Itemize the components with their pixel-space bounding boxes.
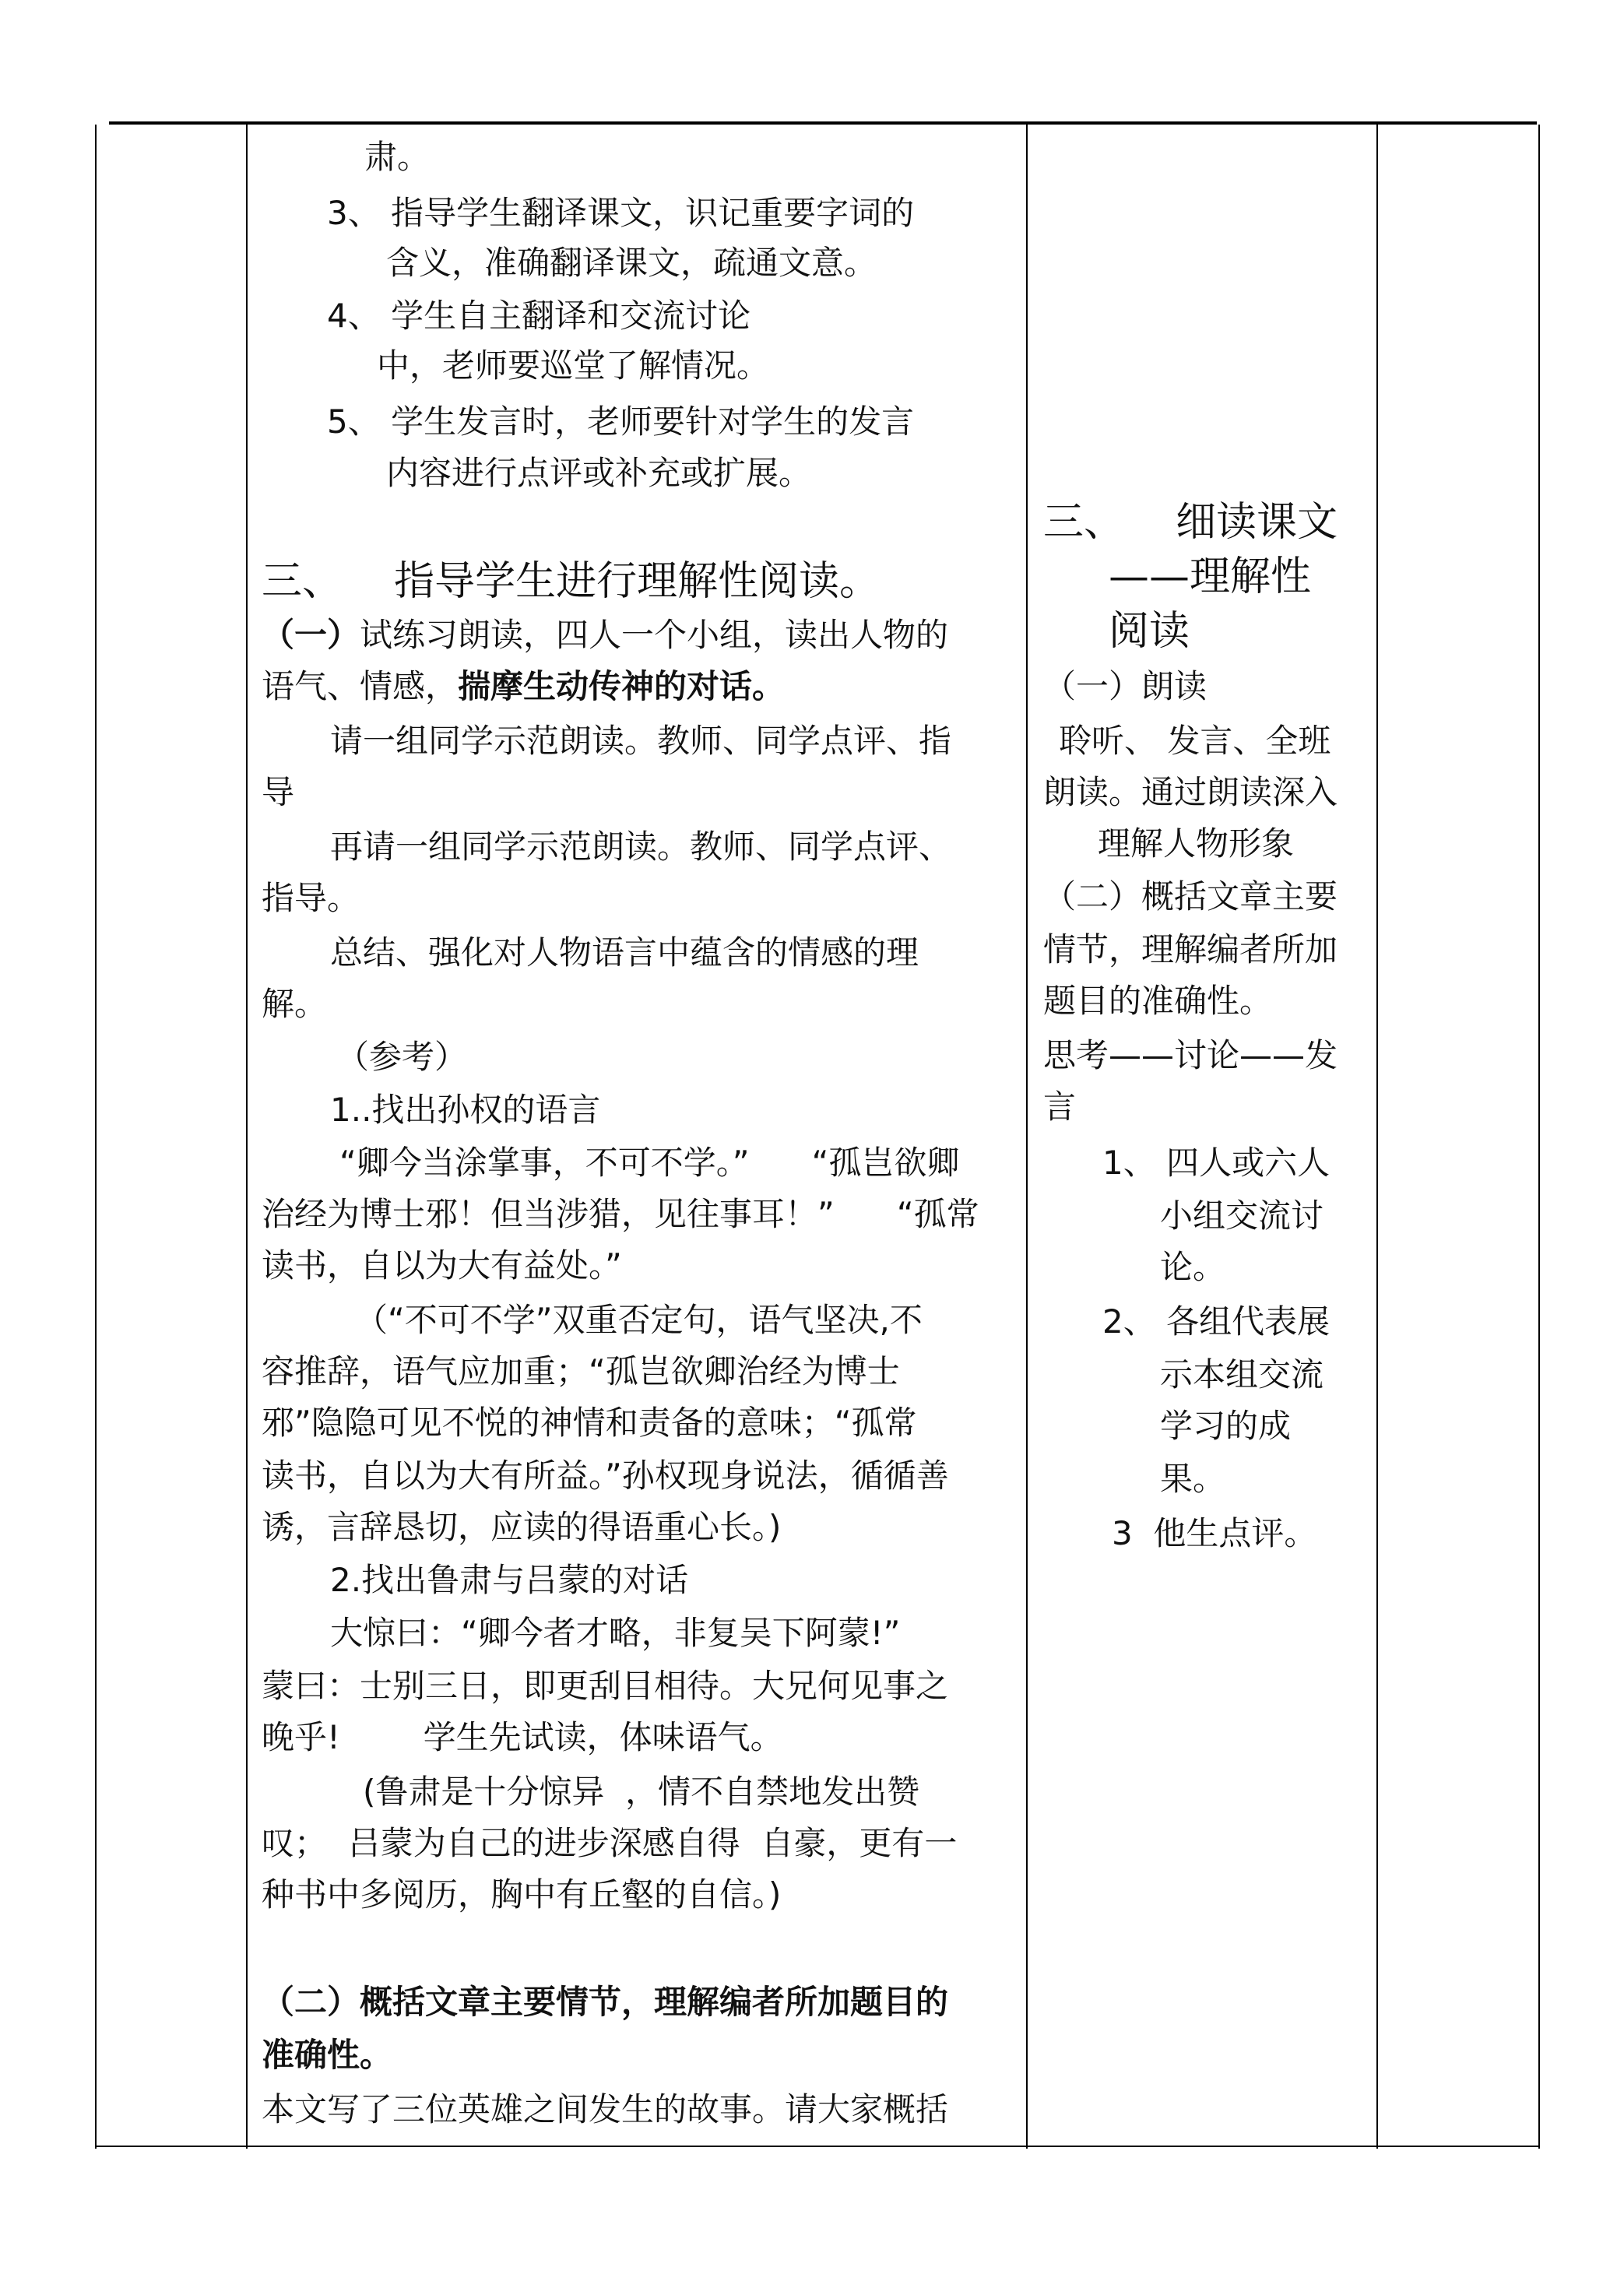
- part-1-label: （一）: [262, 616, 360, 654]
- text-line: 总结、强化对人物语言中蕴含的情感的理: [330, 933, 919, 972]
- activity-item-3: 3 他生点评。: [1112, 1514, 1317, 1552]
- text-line: 思考——讨论——发: [1043, 1036, 1338, 1074]
- part-2-title-cont: 准确性。: [262, 2036, 393, 2074]
- text-line: 小组交流讨: [1160, 1197, 1324, 1235]
- activity-heading-2: ——理解性: [1109, 554, 1312, 600]
- part-1-intro-line2: [262, 663, 785, 710]
- text-line: 本文写了三位英雄之间发生的故事。请大家概括: [262, 2090, 949, 2128]
- text-line: （二）概括文章主要: [1043, 877, 1338, 916]
- table-divider-1: [246, 125, 248, 2149]
- activity-item-2: 2、 各组代表展: [1102, 1302, 1330, 1341]
- part-1-intro-bold: 揣摩生动传神的对话。: [458, 667, 786, 705]
- step-5-line: 5、 学生发言时，老师要针对学生的发言: [327, 402, 915, 441]
- table-divider-2: [1026, 125, 1028, 2149]
- activity-heading-3: 阅读: [1109, 608, 1190, 655]
- activity-item-1: 1、 四人或六人: [1102, 1144, 1330, 1182]
- text-line: 导: [262, 773, 295, 811]
- part-1-intro: [262, 612, 948, 659]
- text-line: 请一组同学示范朗读。教师、同学点评、指: [330, 722, 952, 760]
- table-border-left: [95, 125, 97, 2149]
- text-line: 聆听、 发言、全班: [1059, 722, 1331, 760]
- text-line: 读书，自以为大有所益。”孙权现身说法，循循善: [262, 1457, 949, 1495]
- text-line: 中，老师要巡堂了解情况。: [377, 346, 770, 385]
- text-line: 论。: [1160, 1248, 1226, 1286]
- text-line: 情节，理解编者所加: [1043, 930, 1338, 968]
- text-line: 叹； 吕蒙为自己的进步深感自得 自豪，更有一: [262, 1824, 958, 1862]
- text-line: 指导。: [262, 879, 360, 917]
- text-line: 题目的准确性。: [1043, 982, 1273, 1020]
- text-line: 邪”隐隐可见不悦的神情和责备的意味；“孤常: [262, 1404, 917, 1442]
- part-2-title: （二）概括文章主要情节，理解编者所加题目的: [262, 1983, 949, 2021]
- text-line: 再请一组同学示范朗读。教师、同学点评、: [330, 828, 952, 866]
- text-line: 果。: [1160, 1460, 1226, 1498]
- text-line: 1..找出孙权的语言: [330, 1091, 601, 1129]
- text-line: （一）朗读: [1043, 667, 1207, 705]
- activity-heading: 三、 细读课文: [1043, 499, 1338, 546]
- text-line: 诱，言辞恳切，应读的得语重心长。): [262, 1508, 782, 1546]
- text-line: 蒙曰：士别三日，即更刮目相待。大兄何见事之: [262, 1667, 949, 1705]
- text-line: (鲁肃是十分惊异 ，情不自禁地发出赞: [363, 1773, 920, 1811]
- table-divider-3: [1376, 125, 1378, 2149]
- text-line: 容推辞，语气应加重；“孤岂欲卿治经为博士: [262, 1352, 900, 1390]
- text-line: 学习的成: [1160, 1407, 1292, 1445]
- text-line: 种书中多阅历，胸中有丘壑的自信。): [262, 1875, 782, 1914]
- text-line: 示本组交流: [1160, 1355, 1324, 1394]
- text-line: 含义，准确翻译课文，疏通文意。: [386, 244, 877, 282]
- text-line: 朗读。通过朗读深入: [1043, 773, 1338, 811]
- quote-line: 治经为博士邪！但当涉猎，见往事耳！” “孤常: [262, 1195, 979, 1233]
- table-border-right: [1538, 125, 1540, 2149]
- reference-label: （参考）: [336, 1038, 468, 1076]
- text-line: 解。: [262, 985, 328, 1023]
- step-4-line: 4、 学生自主翻译和交流讨论: [327, 297, 751, 335]
- text-line: 理解人物形象: [1098, 824, 1295, 863]
- text-line: 内容进行点评或补充或扩展。: [386, 454, 812, 492]
- table-bottom-border: [95, 2146, 1540, 2147]
- part-1-intro-text: 试练习朗读，四人一个小组，读出人物的: [360, 616, 949, 654]
- text-line: 肃。: [364, 138, 431, 176]
- quote-line: 读书，自以为大有益处。”: [262, 1246, 622, 1285]
- section-3-heading: 三、 指导学生进行理解性阅读。: [262, 558, 881, 605]
- text-line: 晚乎! 学生先试读，体味语气。: [262, 1718, 783, 1756]
- step-3-line: 3、 指导学生翻译课文，识记重要字词的: [327, 194, 915, 232]
- header-rule: [109, 121, 1537, 125]
- quote-line: “卿今当涂掌事，不可不学。” “孤岂欲卿: [339, 1144, 960, 1182]
- text-line: （“不可不学”双重否定句，语气坚决,不: [355, 1301, 923, 1339]
- quote-line: 大惊曰：“卿今者才略，非复吴下阿蒙!”: [330, 1614, 901, 1652]
- text-line: 言: [1043, 1088, 1077, 1126]
- text-line: 2.找出鲁肃与吕蒙的对话: [330, 1561, 689, 1599]
- part-1-intro-plain: 语气、情感，: [262, 667, 459, 705]
